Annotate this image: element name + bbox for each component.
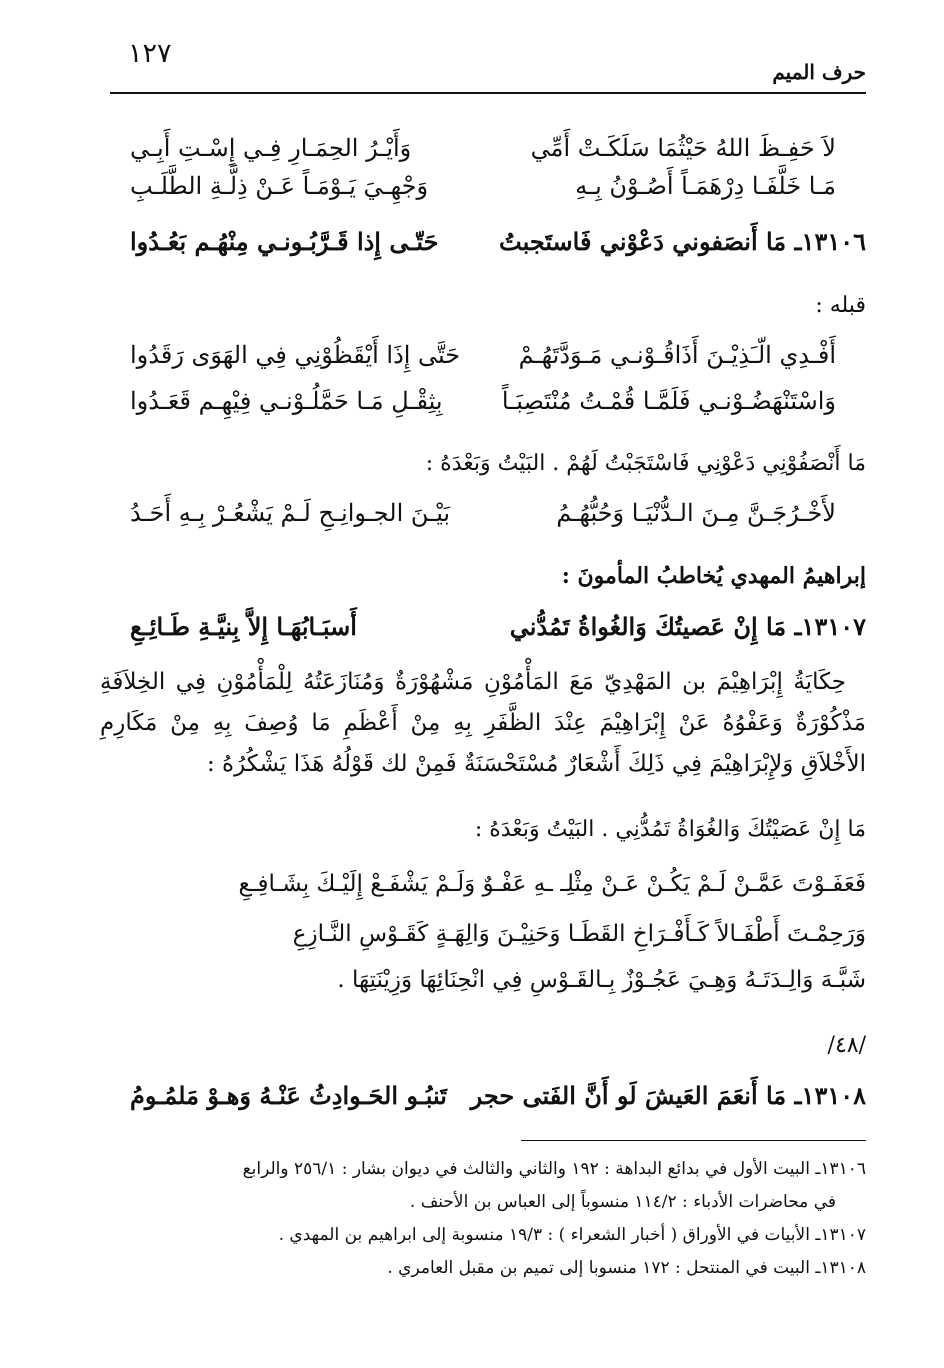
verse-4 <box>110 335 866 375</box>
verse-13108 <box>110 1076 866 1116</box>
header-rule <box>110 92 866 94</box>
verse-6 <box>110 493 866 533</box>
verse-second-hemistich: وَأَيْـرُ الحِمَـارِ فِـي إِسْـتِ أَبِـي <box>130 134 412 162</box>
verse-second-hemistich: أَسبَـابُهَـا إِلاَّ بِنيَّـةِ طَـائِـعِ <box>130 612 357 641</box>
verse-first-hemistich: ١٣١٠٧ـ مَا إِنْ عَصيتُكَ وَالغُواةُ تَمُدُّني <box>509 612 866 641</box>
verse-first-hemistich: لاَ حَفِـظَ اللهُ حَيْثُمَا سَلَكَـتْ أَمِّي <box>530 134 836 162</box>
verse-13107 <box>110 607 866 647</box>
page-number: ١٢٧ <box>128 38 172 69</box>
poem-line: شَبَّـهَ وَالِـدَتَـهُ وَهِـيَ عَجُـوْزٌ بِـالقَـوْسِ فِي انْحِنَائِهَا وَزِيْنَتِهَا . <box>337 967 866 993</box>
footnote-continuation: في محاضرات الأدباء : ١١٤/٢ منسوباً إلى العباس بن الأحنف . <box>409 1192 836 1212</box>
prose-text: حِكَايَةُ إِبْرَاهِيْمَ بن المَهْدِيّ مَعَ المَأْمُوْنِ مَشْهُوْرَةٌ وَمُنَازَعَتُهُ لِلْمَأْمُوْنِ فِي الخِلاَفَةِ مَذْكُوْرَةٌ وَعَفْوُهُ عَنْ إِبْرَاهِيْمَ عِنْدَ الظَّفَرِ بِهِ مِنْ أَعْظَمِ مَا وُصِفَ بِهِ مِنْ مَكَارِمِ الأَخْلاَقِ وَلإِبْرَاهِيْمَ فِي ذَلِكَ أَشْعَارٌ مُسْتَحْسَنَةٌ فَمِنْ لك قَوْلُهُ هَذَا يَشْكُرُهُ : <box>100 669 866 777</box>
section-heading: إبراهيمُ المهدي يُخاطبُ المأمونَ : <box>561 563 866 589</box>
qablahu-label: قبله : <box>815 293 866 318</box>
verse-13106 <box>110 222 866 262</box>
footnotes <box>95 1153 866 1285</box>
verse-second-hemistich: حَتَّى إِذَا أَيْقَظُوْنِي فِي الهَوَى رَقَدُوا <box>130 341 461 369</box>
footnote: ١٣١٠٦ـ البيت الأول في بدائع البداهة : ١٩٢ والثاني والثالث في ديوان بشار : ٢٥٦/١ والرابع <box>242 1159 866 1179</box>
verse-first-hemistich: وَاسْتَنْهَضُـوْنـي فَلَمَّـا قُمْـتُ مُنْتَصِبَـاً <box>501 387 836 415</box>
context-line: مَا أَنْصَفُوْنِي دَعْوْنِي فَاسْتَجَبْتُ لَهُمْ . البَيْتُ وَبَعْدَهُ : <box>425 451 866 476</box>
verse-second-hemistich: بِثِقْـلِ مَـا حَمَّلُـوْنـي فِيْهِـم قَعَـدُوا <box>130 387 443 415</box>
footnote: ١٣١٠٧ـ الأبيات في الأوراق ( أخبار الشعراء ) : ١٩/٣ منسوبة إلى ابراهيم بن المهدي . <box>278 1225 866 1245</box>
verse-first-hemistich: ١٣١٠٦ـ مَا أَنصَفوني دَعْوْني فَاستَجبتُ <box>499 227 866 256</box>
chapter-title: حرف الميم <box>772 60 866 84</box>
verse-second-hemistich: بَيْـنَ الجـوانِـحِ لَـمْ يَشْعُـرْ بِـهِ أَحَـدُ <box>130 499 451 527</box>
verse-first-hemistich: أَفْـدِي الّـَذِيْـنَ أَذَاقُـوْنـي مَـوَدَّتَهُـمْ <box>518 341 836 369</box>
verse-second-hemistich: حَتّـى إِذا قَـرَّبُـونـي مِنْهُـم بَعُـدُوا <box>130 227 439 256</box>
verse-first-hemistich: لأَخْـرُجَـنَّ مِـنَ الـدُّنْيَـا وَحُبُّهُـمُ <box>556 499 836 527</box>
context-line: مَا إِنْ عَصَيْتُكَ وَالغُوَاةُ تَمُدُّنِي . البَيْتُ وَبَعْدَهُ : <box>474 817 866 842</box>
footnote-rule <box>521 1140 866 1141</box>
verse-2 <box>110 166 866 206</box>
verse-first-hemistich: مَـا خَلَّفَـا دِرْهَمَـاً أَصُـوْنُ بِـهِ <box>575 172 836 200</box>
prose-paragraph <box>100 662 866 785</box>
verse-second-hemistich: تَنبُـو الحَـوادِثُ عَنْـهُ وَهـوْ مَلمُـومُ <box>130 1081 447 1110</box>
footnote: ١٣١٠٨ـ البيت في المنتحل : ١٧٢ منسوبا إلى تميم بن مقبل العامري . <box>387 1258 866 1278</box>
poem-line: فَعَفَـوْتَ عَمَّـنْ لَـمْ يَكُـنْ عَـنْ مِثْلِـ ـهِ عَفْـوٌ وَلَـمْ يَشْفَـعْ إِلَيْـكَ بِشَـافِـعِ <box>238 871 866 897</box>
verse-first-hemistich: ١٣١٠٨ـ مَا أَنعَمَ العَيشَ لَو أَنَّ الفَتى حجر <box>470 1081 866 1110</box>
verse-second-hemistich: وَجْهِـيَ يَـوْمَـاً عَـنْ ذِلَّـةِ الطَّلَـبِ <box>130 172 429 200</box>
verse-1 <box>110 128 866 168</box>
verse-5 <box>110 381 866 421</box>
page-marker: /٤٨/ <box>827 1033 866 1058</box>
poem-line: وَرَحِمْـتَ أَطْفَـالاً كَـأَفْـرَاخِ القَطَـا وَحَنِيْـنَ وَالِهَـةٍ كَقَـوْسِ النَّـازِعِ <box>292 921 866 947</box>
